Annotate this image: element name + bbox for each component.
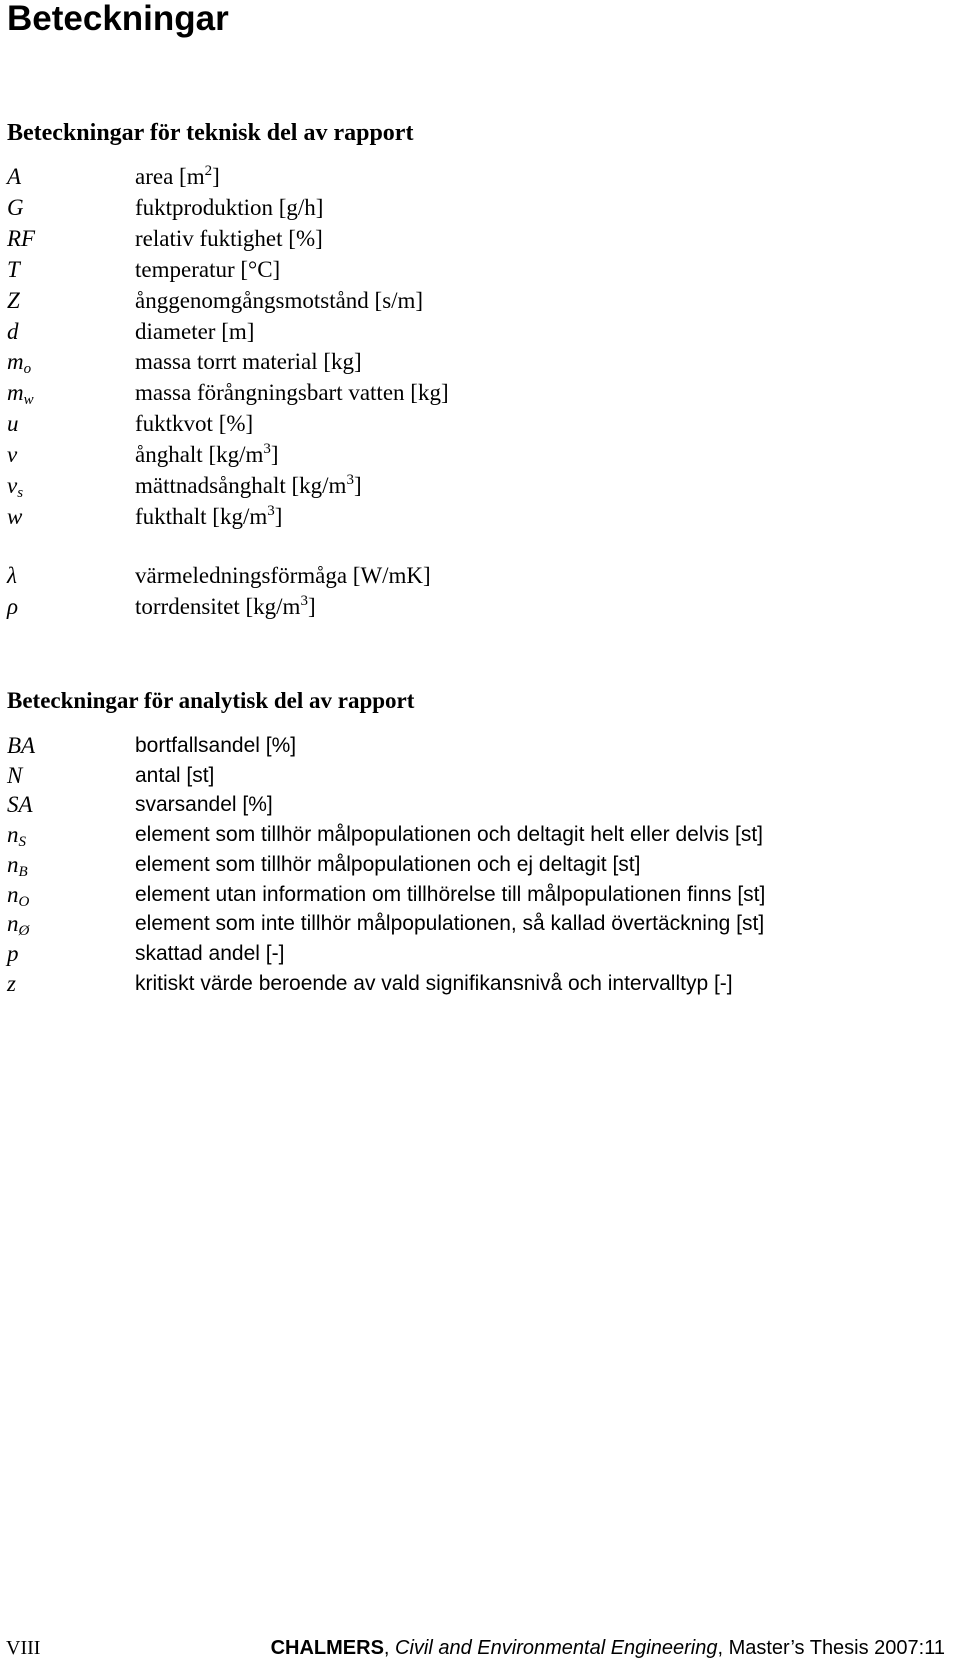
- notation-row: [0, 470, 960, 501]
- notation-symbol: [7, 560, 17, 591]
- footer-separator: ,: [383, 1637, 396, 1659]
- notation-symbol: [7, 161, 21, 192]
- description-end: ]: [274, 503, 283, 529]
- symbol-text: m: [7, 349, 24, 375]
- description-text: mättnadsånghalt [kg/m: [135, 473, 347, 498]
- description-text: fuktproduktion [g/h]: [135, 194, 324, 220]
- symbol-text: N: [7, 762, 23, 788]
- notation-description: [135, 908, 764, 939]
- notation-symbol: [7, 223, 35, 254]
- symbol-text: m: [7, 380, 24, 406]
- notation-description: [135, 254, 280, 285]
- notation-symbol: [7, 192, 24, 223]
- footer-citation: [271, 1634, 945, 1662]
- notation-description: [135, 377, 449, 408]
- symbol-text: v: [7, 442, 18, 468]
- notation-row: [0, 408, 960, 439]
- notation-description: [135, 439, 279, 470]
- description-text: ånghalt [kg/m: [135, 442, 264, 468]
- notation-row: [0, 819, 960, 850]
- notation-symbol: [7, 968, 16, 999]
- symbol-subscript: o: [23, 361, 32, 378]
- description-text: skattad andel [-]: [135, 941, 285, 965]
- symbol-text: A: [7, 164, 22, 189]
- description-text: diameter [m]: [135, 318, 255, 344]
- notation-description: [135, 819, 763, 850]
- symbol-text: λ: [7, 563, 17, 588]
- notation-row: [0, 730, 960, 761]
- notation-row: [0, 316, 960, 347]
- notation-symbol: [7, 938, 19, 969]
- description-text: fuktkvot [%]: [135, 411, 254, 437]
- notation-symbol: [7, 316, 19, 347]
- symbol-text: T: [7, 256, 20, 282]
- description-superscript: 2: [204, 163, 213, 179]
- symbol-text: d: [7, 318, 19, 344]
- description-text: temperatur [°C]: [135, 256, 281, 282]
- symbol-subscript: Ø: [18, 923, 30, 940]
- footer-separator: ,: [717, 1637, 729, 1659]
- description-text: svarsandel [%]: [135, 793, 273, 817]
- symbol-text: n: [7, 881, 19, 907]
- notation-row: [0, 879, 960, 910]
- notation-row: [0, 760, 960, 791]
- notation-row: [0, 439, 960, 470]
- symbol-subscript: B: [18, 863, 28, 880]
- description-superscript: 3: [263, 441, 271, 458]
- notation-description: [135, 760, 214, 791]
- notation-description: [135, 470, 362, 501]
- notation-row: [0, 938, 960, 969]
- description-text: element som tillhör målpopulationen och ej deltagit [st]: [135, 852, 641, 876]
- notation-row: [0, 254, 960, 285]
- notation-description: [135, 789, 273, 820]
- description-text: torrdensitet [kg/m: [135, 594, 301, 619]
- notation-row: [0, 346, 960, 377]
- symbol-subscript: w: [23, 392, 34, 409]
- description-end: ]: [307, 594, 316, 619]
- notation-description: [135, 730, 296, 761]
- description-text: element utan information om tillhörelse till målpopulationen finns [st]: [135, 882, 766, 906]
- symbol-text: BA: [7, 733, 36, 758]
- notation-row: [0, 161, 960, 192]
- notation-row: [0, 560, 960, 591]
- symbol-subscript: s: [17, 485, 24, 501]
- symbol-text: n: [7, 911, 19, 937]
- symbol-subscript: S: [18, 834, 26, 851]
- symbol-text: RF: [7, 225, 36, 251]
- notation-symbol: [7, 377, 34, 408]
- section-heading-technical: Beteckningar för teknisk del av rapport: [7, 120, 414, 146]
- notation-symbol: [7, 908, 29, 939]
- notation-description: [135, 223, 323, 254]
- symbol-text: n: [7, 822, 19, 848]
- description-text: kritiskt värde beroende av vald signifikansnivå och intervalltyp [-]: [135, 971, 733, 995]
- symbol-text: v: [7, 473, 18, 498]
- notation-description: [135, 938, 284, 969]
- notation-description: [135, 560, 431, 591]
- symbol-text: ρ: [7, 594, 19, 619]
- notation-symbol: [7, 254, 20, 285]
- symbol-text: p: [7, 940, 19, 966]
- page-footer: [0, 1634, 960, 1662]
- description-text: element som inte tillhör målpopulationen, så kallad övertäckning [st]: [135, 912, 765, 936]
- notation-row: [0, 223, 960, 254]
- notation-symbol: [7, 879, 29, 910]
- description-text: värmeledningsförmåga [W/mK]: [135, 563, 431, 588]
- notation-row: [0, 192, 960, 223]
- description-text: massa förångningsbart vatten [kg]: [135, 380, 449, 406]
- notation-description: [135, 408, 253, 439]
- notation-row: [0, 501, 960, 532]
- notation-symbol: [7, 408, 19, 439]
- notation-description: [135, 501, 282, 532]
- symbol-text: G: [7, 194, 24, 220]
- symbol-text: z: [7, 970, 16, 996]
- notation-symbol: [7, 470, 23, 501]
- notation-description: [135, 316, 254, 347]
- description-text: ånggenomgångsmotstånd [s/m]: [135, 287, 424, 313]
- notation-row: [0, 591, 960, 622]
- notation-row: [0, 377, 960, 408]
- notation-row: [0, 968, 960, 999]
- notation-description: [135, 849, 640, 880]
- notation-symbol: [7, 346, 31, 377]
- notation-row: [0, 849, 960, 880]
- description-text: fukthalt [kg/m: [135, 503, 268, 529]
- footer-org: CHALMERS: [270, 1637, 384, 1659]
- description-text: antal [st]: [135, 763, 215, 787]
- notation-description: [135, 591, 316, 622]
- notation-row: [0, 789, 960, 820]
- description-end: ]: [270, 442, 279, 468]
- description-text: element som tillhör målpopulationen och deltagit helt eller delvis [st]: [135, 823, 764, 847]
- symbol-text: Z: [7, 287, 20, 313]
- description-superscript: 3: [346, 472, 354, 488]
- notation-row: [0, 908, 960, 939]
- notation-row: [0, 285, 960, 316]
- footer-document: Master’s Thesis 2007:11: [728, 1637, 945, 1659]
- notation-description: [135, 879, 765, 910]
- page-number: VIII: [6, 1637, 41, 1659]
- description-text: area [m: [135, 164, 205, 189]
- description-text: bortfallsandel [%]: [135, 734, 297, 757]
- description-text: relativ fuktighet [%]: [135, 225, 323, 251]
- notation-symbol: [7, 285, 20, 316]
- description-superscript: 3: [300, 593, 308, 609]
- notation-symbol: [7, 730, 35, 761]
- symbol-text: SA: [7, 792, 33, 818]
- symbol-subscript: O: [18, 893, 30, 910]
- symbol-text: u: [7, 411, 19, 437]
- notation-description: [135, 192, 323, 223]
- description-end: ]: [353, 473, 362, 498]
- page-title: Beteckningar: [7, 0, 229, 38]
- description-text: massa torrt material [kg]: [135, 349, 362, 375]
- notation-symbol: [7, 439, 17, 470]
- notation-symbol: [7, 849, 28, 880]
- notation-symbol: [7, 819, 26, 850]
- notation-description: [135, 346, 362, 377]
- description-superscript: 3: [267, 502, 275, 519]
- notation-description: [135, 968, 733, 999]
- symbol-text: w: [7, 503, 23, 529]
- notation-symbol: [7, 789, 33, 820]
- section-heading-analytical: Beteckningar för analytisk del av rapport: [7, 688, 415, 713]
- notation-description: [135, 285, 423, 316]
- symbol-text: n: [7, 851, 19, 877]
- notation-symbol: [7, 501, 22, 532]
- notation-description: [135, 161, 220, 192]
- footer-department: Civil and Environmental Engineering: [395, 1637, 718, 1659]
- notation-symbol: [7, 760, 22, 791]
- notation-symbol: [7, 591, 18, 622]
- description-end: ]: [212, 164, 220, 189]
